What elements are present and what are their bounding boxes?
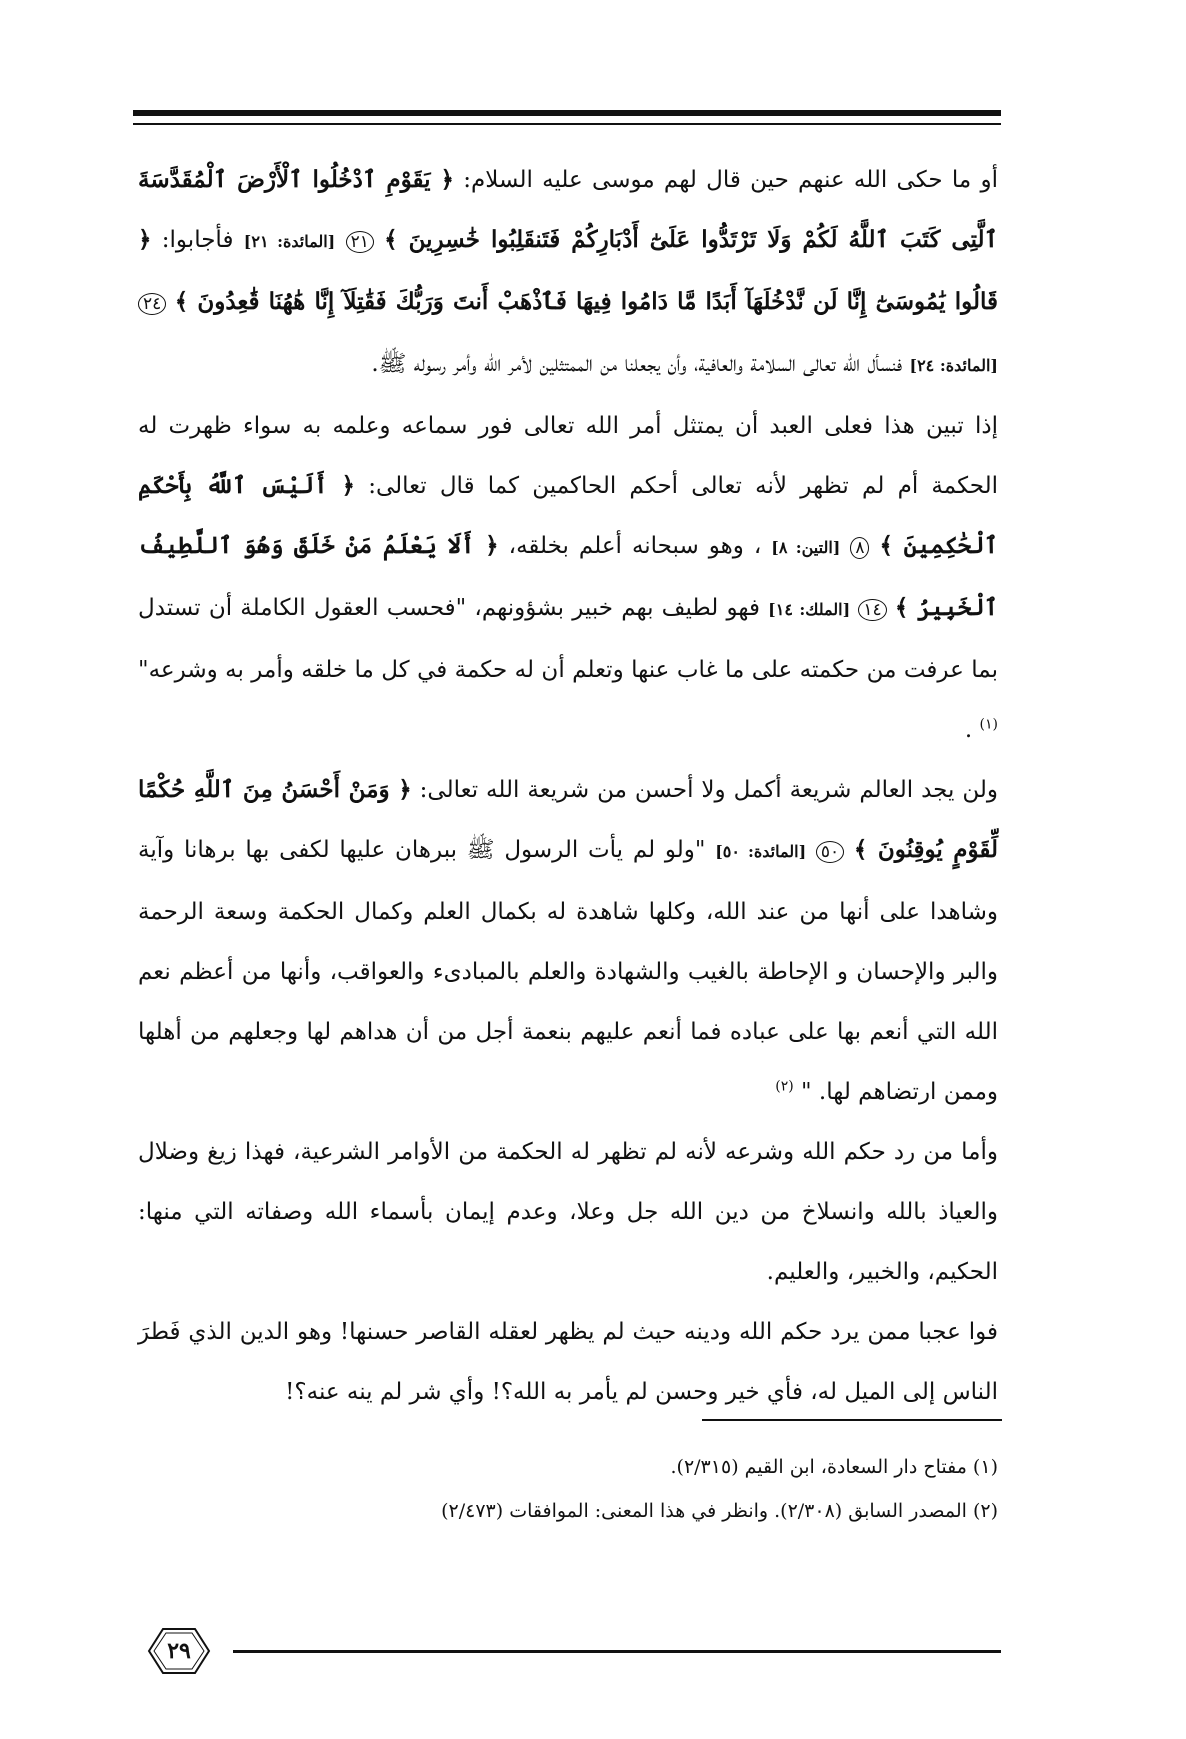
paragraph-4 [138,1122,998,1302]
text-segment: . [964,717,973,743]
footnotes [138,1445,998,1533]
footnote-marker[interactable]: (٢) [775,1078,794,1095]
text-segment: فهو لطيف بهم خبير بشؤونهم، "فحسب العقول الكاملة أن تستدل بما عرفت من حكمته على ما غاب عنها وتعلم أن له حكمة في كل ما خلقه وأمر به وشرعه" [138,595,998,683]
ayah-number: ٥٠ [816,841,844,863]
header-rule-thin [133,123,1001,125]
text-segment: "ولو لم يأت الرسول ﷺ ببرهان عليها لكفى بها برهانا وآية وشاهدا على أنها من عند الله، وكلها شاهدة له بكمال العلم وكمال الحكمة وسعة الرحمة والبر والإحسان و الإحاطة بالغيب والشهادة والعلم بالمبادىء والعواقب، وأنها من أعظم نعم الله التي أنعم بها على عباده فما أنعم عليهم بنعمة أجل من أن هداهم لها وجعلهم من أهلها وممن ارتضاهم لها. " [138,837,998,1105]
text-segment: وأما من رد حكم الله وشرعه لأنه لم تظهر له الحكمة من الأوامر الشرعية، فهذا زيغ وضلال والعياذ بالله وانسلاخ من دين الله جل وعلا، وعدم إيمان بأسماء الله وصفاته التي منها: الحكيم، والخبير، والعليم. [138,1139,998,1285]
footer-rule [233,1650,1001,1653]
paragraph-1 [138,150,998,396]
ayah-number: ٢٤ [138,293,166,315]
page-number-badge [143,1625,215,1677]
verse-reference: [الملك: ١٤] [768,600,851,619]
footnote-marker[interactable]: (١) [979,716,998,733]
footnote-1: (١) مفتاح دار السعادة، ابن القيم (٢/٣١٥). [670,1456,998,1478]
paragraph-3 [138,760,998,1122]
quran-verse: ﴿ يَقَوْمِ ٱدْخُلُوا ٱلْأَرْضَ ٱلْمُقَدَّسَةَ ٱلَّتِى كَتَبَ ٱللَّهُ لَكُمْ وَلَا تَرْتَدُّوا عَلَىٰٓ أَدْبَارِكُمْ فَتَنقَلِبُوا خَٰسِرِينَ ﴾ [138,166,999,253]
verse-reference: [المائدة: ٢١] [243,232,336,251]
text-segment: ولن يجد العالم شريعة أكمل ولا أحسن من شريعة الله تعالى: [411,777,998,803]
verse-reference: [المائدة: ٢٤] [909,356,998,375]
quran-verse: ﴿ وَمَنْ أَحْسَنُ مِنَ ٱللَّهِ حُكْمًا لِّقَوْمٍ يُوقِنُونَ ﴾ [138,776,999,863]
text-segment: أو ما حكى الله عنهم حين قال لهم موسى عليه السلام: [453,167,998,193]
text-segment: ، وهو سبحانه أعلم بخلقه، [498,533,762,559]
quran-verse: ﴿ قَالُوا يَٰمُوسَىٰٓ إِنَّا لَن نَّدْخُلَهَآ أَبَدًا مَّا دَامُوا فِيهَا فَٱذْهَبْ أَنتَ وَرَبُّكَ فَقَٰتِلَآ إِنَّا هَٰهُنَا قَٰعِدُونَ ﴾ [138,226,999,315]
page-number: ٢٩ [167,1638,191,1664]
verse-reference: [المائدة: ٥٠] [715,842,807,861]
body-text [138,150,998,1422]
footnote-2: (٢) المصدر السابق (٢/٣٠٨). وانظر في هذا المعنى: الموافقات (٢/٤٧٣) [441,1500,998,1522]
text-segment: فنسأل الله تعالى السلامة والعافية، وأن يجعلنا من الممتثلين لأمر الله وأمر رسوله ﷺ. [371,351,903,377]
text-segment: إذا تبين هذا فعلى العبد أن يمتثل أمر الله تعالى فور سماعه وعلمه به سواء ظهرت له الحكمة أم لم تظهر لأنه تعالى أحكم الحاكمين كما قال تعالى: [138,413,999,499]
text-segment: فوا عجبا ممن يرد حكم الله ودينه حيث لم يظهر لعقله القاصر حسنها! وهو الدين الذي فَطرَ الناس إلى الميل له، فأي خير وحسن لم يأمر به الله؟! وأي شر لم ينه عنه؟! [138,1319,998,1405]
text-segment: فأجابوا: [151,227,234,253]
footnote-separator [702,1419,1002,1421]
paragraph-2 [138,396,998,760]
ayah-number: ٢١ [346,231,374,253]
quran-verse: ﴿ أَلَيْسَ ٱللَّهُ بِأَحْكَمِ ٱلْحَٰكِمِينَ ﴾ [138,472,998,559]
ayah-number: ٨ [850,537,869,559]
quran-verse: ﴿ أَلَا يَعْلَمُ مَنْ خَلَقَ وَهُوَ ٱللَّطِيفُ ٱلْخَبِيرُ ﴾ [138,532,999,621]
ayah-number: ١٤ [858,599,886,621]
verse-reference: [التين: ٨] [771,538,841,557]
paragraph-5 [138,1302,998,1422]
header-rule-thick [133,110,1001,116]
